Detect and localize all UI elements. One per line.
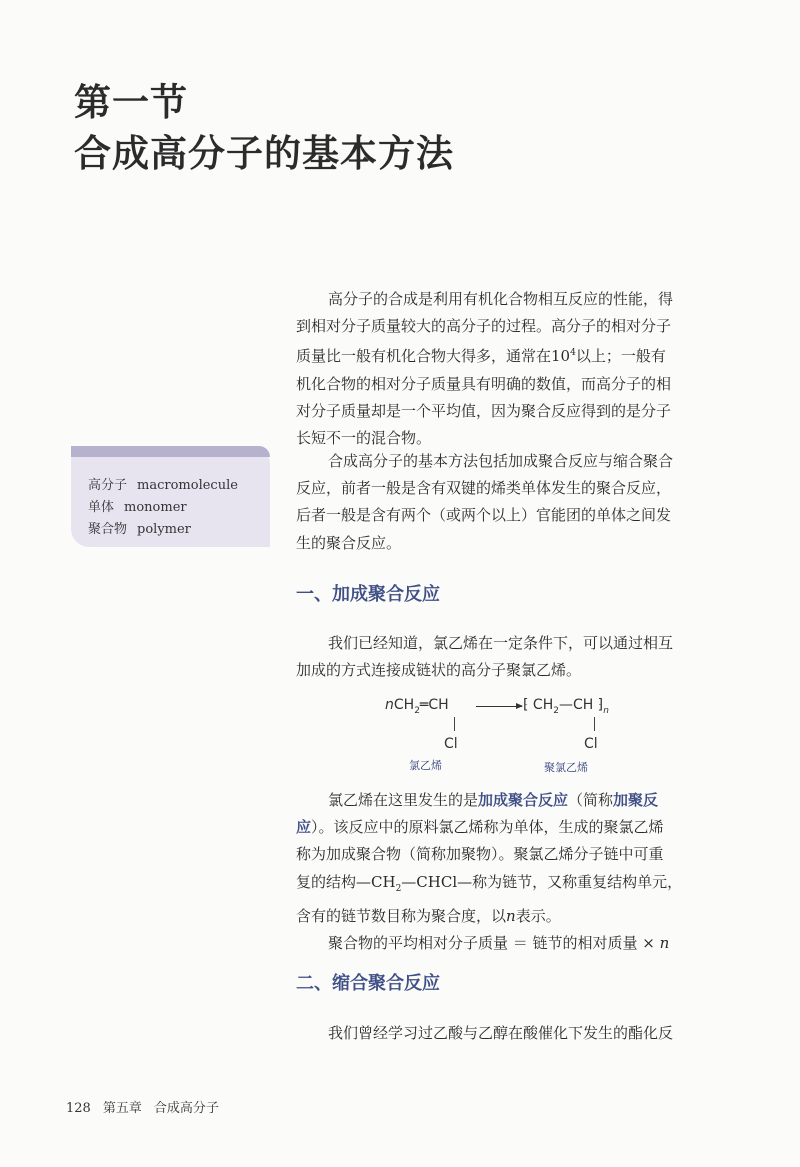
equation-product: ⁅ $CH_2—CH$ $⁆_n$	[523, 697, 609, 716]
reaction-arrow	[476, 706, 522, 707]
chlorine-right: Cl	[584, 736, 598, 752]
chapter-label: 第五章	[102, 1101, 142, 1116]
section1-paragraph-1: 我们已经知道，氯乙烯在一定条件下，可以通过相互 加成的方式连接成链状的高分子聚氯乙烯。	[296, 634, 674, 680]
equation-reactant: nCH$_2$═CH	[385, 697, 449, 716]
glossary-item: 单体 monomer	[88, 500, 187, 515]
section1-paragraph-2: 氯乙烯在这里发生的是加成聚合反应（简称加聚反 应）。该反应中的原料氯乙烯称为单体，生成的聚氯乙烯 称为加成聚合物（简称加聚物）。聚氯乙烯分子链中可重 复的结构$—CH_2—CHCl—$称为链节，又称重复结构单元， 含有的链节数目称为聚合度，以n表示。 聚合物的平均相对分子质量 ＝ 链节的相对质量 × n	[296, 791, 683, 953]
section-heading-condensation-polymerization: 二、缩合聚合反应	[296, 973, 440, 994]
glossary-item: 高分子 macromolecule	[88, 478, 238, 493]
section-heading-addition-polymerization: 一、加成聚合反应	[296, 584, 440, 605]
page-footer	[66, 1097, 231, 1116]
glossary-item: 聚合物 polymer	[88, 522, 191, 537]
chapter-title: 合成高分子	[153, 1101, 219, 1116]
intro-paragraph-2: 合成高分子的基本方法包括加成聚合反应与缩合聚合 反应，前者一般是含有双键的烯类单体发生的聚合反应， 后者一般是含有两个（或两个以上）官能团的单体之间发 生的聚合反应。	[296, 452, 674, 552]
chlorine-left: Cl	[444, 736, 458, 752]
caption-vinyl-chloride: 氯乙烯	[409, 759, 442, 772]
caption-pvc: 聚氯乙烯	[544, 761, 588, 774]
section2-paragraph-1: 我们曾经学习过乙酸与乙醇在酸催化下发生的酯化反	[328, 1024, 674, 1042]
glossary-box	[71, 446, 270, 547]
section-number: 第一节	[74, 81, 188, 124]
section-title: 合成高分子的基本方法	[74, 132, 454, 175]
bond-line	[594, 717, 595, 731]
intro-paragraph-1: 高分子的合成是利用有机化合物相互反应的性能，得 到相对分子质量较大的高分子的过程。高分子的相对分子 质量比一般有机化合物大得多，通常在$10^4$以上；一般有 机化合物的相对分子质量具有明确的数值，而高分子的相 对分子质量却是一个平均值，因为聚合反应得到的是分子 长短不一的混合物。	[296, 290, 674, 448]
page-number: 128	[66, 1101, 91, 1116]
glossary-header-bar	[71, 446, 270, 457]
bond-line	[454, 717, 455, 731]
